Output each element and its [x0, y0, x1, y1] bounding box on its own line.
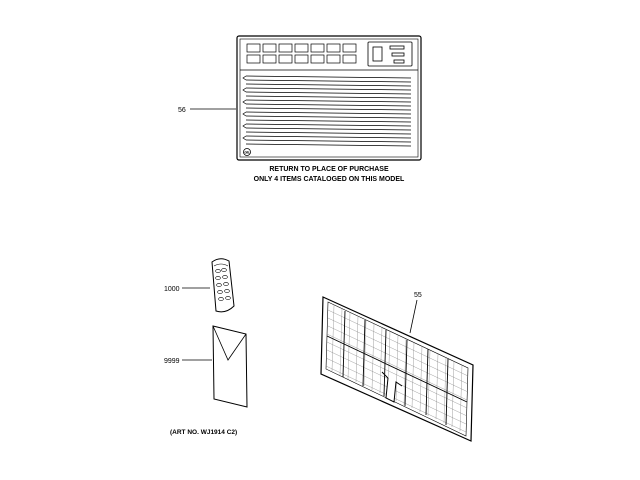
remote-control[interactable] [212, 259, 234, 312]
art-number: (ART NO. WJ1914 C2) [170, 429, 238, 436]
callout-9999-label: 9999 [164, 358, 180, 365]
callout-55-label: 55 [414, 292, 422, 299]
callout-56-label: 56 [178, 107, 186, 114]
brand-logo-text: GE [244, 150, 250, 155]
callout-55-leader [410, 300, 417, 333]
notice-line-2: ONLY 4 ITEMS CATALOGED ON THIS MODEL [253, 176, 405, 183]
air-conditioner-unit[interactable] [237, 36, 421, 160]
callout-1000-label: 1000 [164, 286, 180, 293]
remote-body [212, 259, 234, 312]
air-filter[interactable] [321, 297, 473, 441]
owners-manual[interactable] [213, 326, 247, 407]
notice-line-1: RETURN TO PLACE OF PURCHASE [269, 166, 389, 173]
